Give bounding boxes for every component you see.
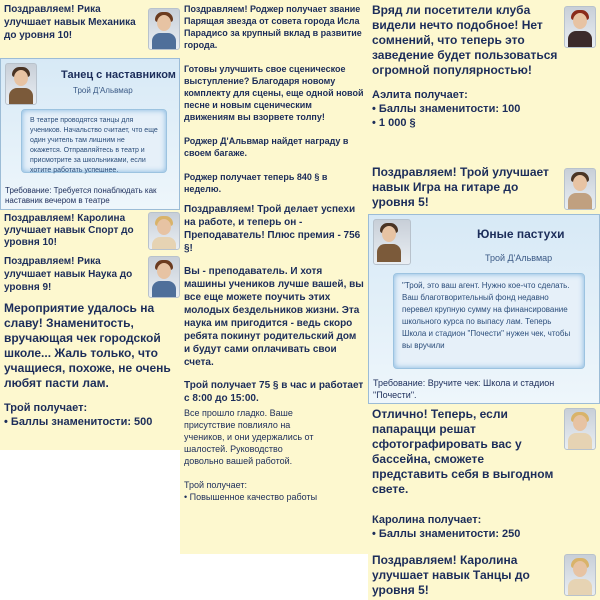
rewards-heading: Каролина получает: [372, 514, 482, 526]
notification-text: Вряд ли посетители клуба видели нечто подобное! Нет сомнений, что теперь это заведение будет пользоваться огромной популярностью! [372, 3, 558, 77]
troy-portrait-icon [373, 219, 411, 265]
troy-portrait-icon [564, 168, 596, 210]
notification-text: Роджер получает теперь 840 § в неделю. [184, 172, 328, 194]
notification-school-check [0, 298, 180, 450]
notification-karolina-sport [0, 210, 180, 252]
notification-text: Мероприятие удалось на славу! Знаменитость, вручающая чек городской школе... Жаль только, что учащиеся, похоже, не очень любят пасти лам. [4, 301, 171, 390]
opportunity-title: Танец с наставником [61, 69, 176, 81]
notification-karolina-pool [368, 404, 600, 550]
rewards-heading: Аэлита получает: [372, 89, 468, 101]
reward-item: • Баллы знаменитости: 500 [4, 416, 153, 428]
reward-item: • Баллы знаменитости: 250 [372, 528, 521, 540]
reward-item: • 1 000 § [372, 117, 416, 129]
rewards-heading: Трой получает: [184, 480, 247, 490]
rika-portrait-icon [148, 8, 180, 50]
notification-text: Поздравляем! Рика улучшает навык Наука до уровня 9! [4, 256, 133, 293]
notification-text: Поздравляем! Трой улучшает навык Игра на гитаре до уровня 5! [372, 165, 549, 209]
rika-portrait-icon [148, 256, 180, 298]
notification-text: Готовы улучшить свое сценическое выступление? Благодаря новому комплекту для сцены, еще одной новой песне и новым сценическим движениям вы взорвете толпу! [184, 64, 364, 122]
notification-text: Поздравляем! Трой делает успехи на работе, и теперь он - Преподаватель! Плюс премия - 756 §! [184, 204, 361, 254]
notification-text: Отлично! Теперь, если папарацци решат сфотографировать вас у бассейна, сможете представить себя в выгодном свете. [372, 407, 554, 496]
karolina-portrait-icon [148, 212, 180, 250]
notification-text: Поздравляем! Каролина улучшает навык Танцы до уровня 5! [372, 553, 530, 597]
karolina-portrait-icon [564, 408, 596, 450]
notification-troy-guitar [368, 162, 600, 214]
notification-rika-science [0, 252, 180, 298]
opportunity-requirement: Требование: Требуется понаблюдать как наставник вечером в театре [5, 186, 157, 205]
notification-text: Поздравляем! Роджер получает звание Парящая звезда от совета города Исла Парадисо за крупный вклад в развитие города. [184, 4, 362, 50]
notification-troy-teacher [180, 200, 368, 410]
opportunity-title: Юные пастухи [477, 227, 565, 241]
aelita-portrait-icon [564, 6, 596, 48]
troy-portrait-icon [5, 63, 37, 105]
notification-text: Поздравляем! Рика улучшает навык Механика до уровня 10! [4, 4, 136, 41]
opportunity-requirement: Требование: Вручите чек: Школа и стадион "Почести". [373, 378, 555, 400]
opportunity-sim-name: Трой Д'Альвмар [73, 86, 133, 95]
opportunity-young-shepherds [368, 214, 600, 404]
notification-work-performance [180, 404, 368, 554]
karolina-portrait-icon [564, 554, 596, 596]
opportunity-sim-name: Трой Д'Альвмар [485, 253, 553, 263]
notification-text: Вы - преподаватель. И хотя машины учеников лучше вашей, вы все еще можете поучить этих молодых бездельников жизни. Эта наука им пригодится - ведь скоро ребята покинут родительский дом и будут сами оплачивать свои счета. [184, 266, 364, 368]
opportunity-description: "Трой, это ваш агент. Нужно кое-что сделать. Ваш благотворительный фонд недавно перевел крупную сумму на финансирование школьного курса по выпасу лам. Теперь Школа и стадион "Почести" нужен чек, чтобы вы вручили [393, 273, 585, 369]
reward-item: • Баллы знаменитости: 100 [372, 103, 521, 115]
notification-karolina-dance [368, 550, 600, 600]
notification-text: Поздравляем! Каролина улучшает навык Спорт до уровня 10! [4, 213, 134, 248]
notification-aelita-club [368, 0, 600, 162]
notification-text: Трой получает 75 § в час и работает с 8:00 до 15:00. [184, 380, 364, 404]
opportunity-description: В театре проводятся танцы для учеников. Начальство считает, что еще один учитель там лишним не окажется. Отправляйтесь в театр и присмотрите за школьниками, если хотите работать успешнее. [21, 109, 167, 173]
opportunity-dance-mentor [0, 58, 180, 210]
notification-text: Все прошло гладко. Ваше присутствие повлияло на учеников, и они удержались от шалостей. Руководство довольно вашей работой. [184, 408, 314, 466]
notification-rika-mechanics [0, 0, 180, 58]
notification-roger-star [180, 0, 368, 200]
notification-text: Роджер Д'Альвмар найдет награду в своем багаже. [184, 136, 349, 158]
reward-item: • Повышенное качество работы [184, 492, 318, 502]
rewards-heading: Трой получает: [4, 402, 88, 414]
